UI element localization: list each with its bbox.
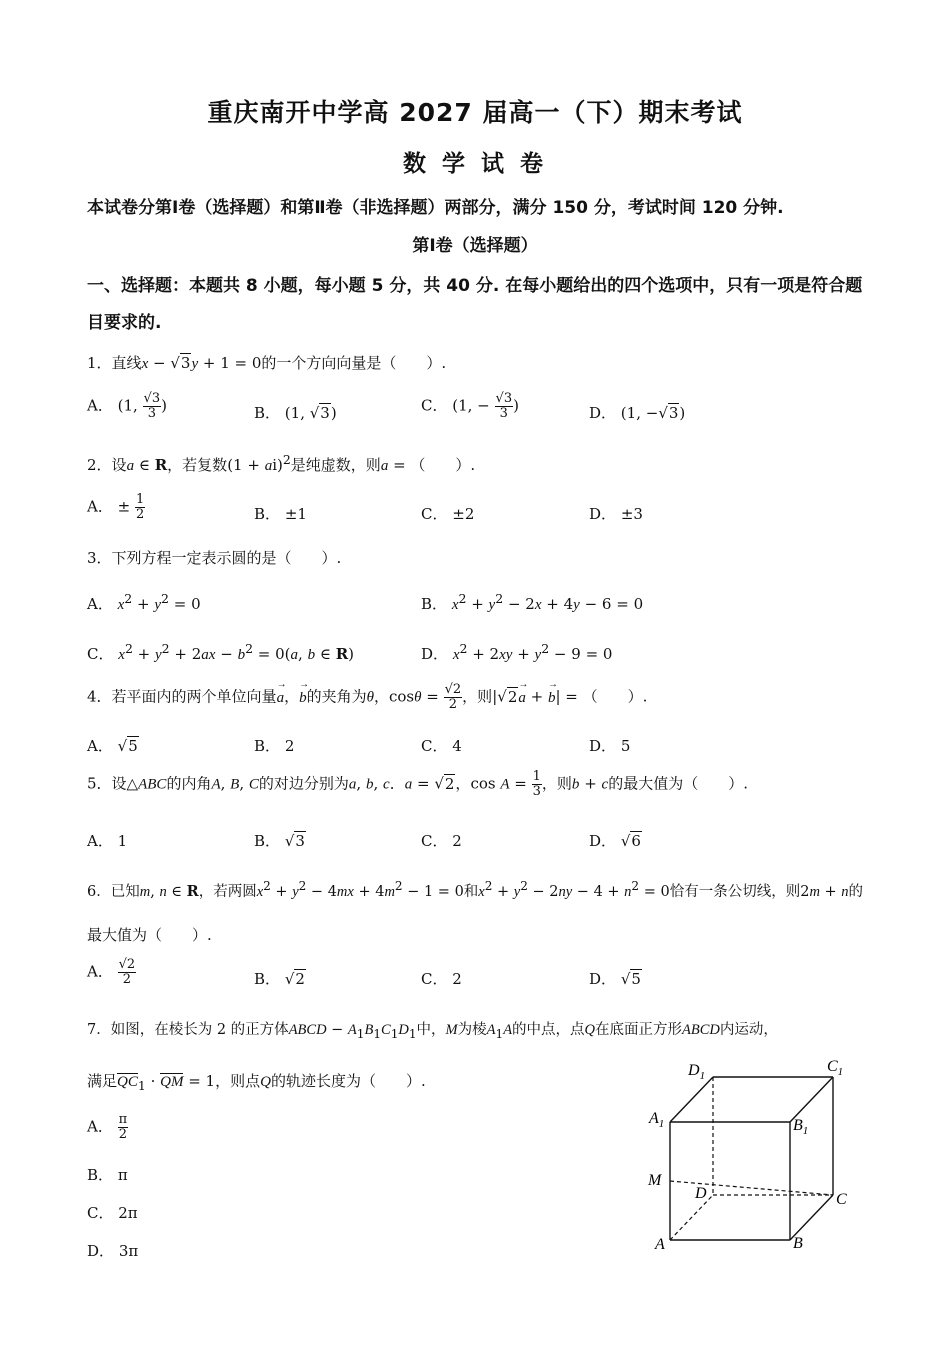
- q2-option-d: D． ±3: [589, 505, 643, 523]
- q6-option-b: B． √2: [254, 970, 305, 988]
- q7-option-b: B． π: [87, 1166, 128, 1184]
- q1-option-a: A． (1, $\frac{√3}{3}$ ): [87, 391, 167, 421]
- q2-option-a: A． ± $\frac{1}{2}$: [87, 492, 145, 522]
- q7-option-c: C． 2π: [87, 1204, 138, 1222]
- label-b1: $B_1$: [793, 1117, 809, 1137]
- label-d: D: [695, 1185, 707, 1202]
- q1-option-b: B． (1, √3): [254, 404, 337, 422]
- section-heading: 一、选择题：本题共 8 小题，每小题 5 分，共 40 分. 在每小题给出的四个选项中，只有一项是符合题目要求的.: [87, 276, 863, 333]
- q3-option-b: B． $x^2 + y^2 - 2x + 4y - 6 = 0$: [421, 591, 644, 613]
- question-7: 7．如图，在棱长为 2 的正方体ABCD − $A_1B_1C_1D_1$中，M为棱$A_1A$的中点，点Q在底面正方形ABCD内运动，: [87, 1022, 778, 1041]
- q7-option-a: A． $\frac{\pi}{2}$: [87, 1112, 128, 1142]
- question-4: 4．若平面内的两个单位向量→ a，→ b的夹角为θ，cosθ = $\frac{√2}{2}$ ，则|√2→ a + → b| = （ ）.: [87, 683, 647, 712]
- exam-title: 重庆南开中学高 2027 届高一（下）期末考试: [207, 98, 743, 127]
- label-c1: $C_1$: [827, 1058, 844, 1078]
- q4-option-a: A． √5: [87, 737, 138, 755]
- q6-option-c: C． 2: [421, 970, 462, 988]
- q3-option-d: D． $x^2 + 2xy + y^2 - 9 = 0$: [421, 641, 613, 663]
- question-1: 1．直线x − √3y + 1 = 0的一个方向向量是（ ）.: [87, 354, 447, 372]
- q4-option-c: C． 4: [421, 737, 462, 755]
- question-3: 3．下列方程一定表示圆的是（ ）.: [87, 549, 342, 567]
- edge-a1-d1: [670, 1077, 713, 1122]
- q4-option-b: B． 2: [254, 737, 295, 755]
- q6-option-d: D． √5: [589, 970, 641, 988]
- edge-b-c: [790, 1195, 833, 1240]
- q5-option-d: D． √6: [589, 832, 641, 850]
- question-5: 5．设△ABC的内角A, B, C的对边分别为a, b, c．a = √2，cos A = $\frac{1}{3}$ ，则b + c的最大值为（ ）.: [87, 769, 748, 799]
- q1-option-c: C． (1, − $\frac{√3}{3}$ ): [421, 391, 519, 421]
- cube-figure: [640, 1055, 870, 1260]
- label-m: M: [648, 1172, 662, 1189]
- exam-subtitle: 数 学 试 卷: [402, 151, 548, 177]
- label-a: A: [655, 1236, 665, 1253]
- label-a1: $A_1$: [649, 1110, 665, 1130]
- q7-option-d: D． 3π: [87, 1242, 139, 1260]
- q4-option-d: D． 5: [589, 737, 631, 755]
- q5-option-b: B． √3: [254, 832, 305, 850]
- q2-option-c: C． ±2: [421, 505, 475, 523]
- question-6: 6．已知m, n ∈ R，若两圆$x^2 + y^2 - 4mx + 4m^2 - 1 = 0$和$x^2 + y^2 - 2ny - 4 + n^2 = 0$恰有一条公切线，则2m + n的: [87, 879, 864, 900]
- q2-option-b: B． ±1: [254, 505, 307, 523]
- q6-option-a: A． $\frac{√2}{2}$: [87, 957, 136, 987]
- q5-option-a: A． 1: [87, 832, 128, 850]
- label-b: B: [793, 1235, 803, 1252]
- question-2: 2．设a ∈ R，若复数(1 + ai)$^2$是纯虚数，则a = （ ）.: [87, 452, 476, 474]
- q5-option-c: C． 2: [421, 832, 462, 850]
- question-6-line-2: 最大值为（ ）.: [87, 926, 212, 944]
- exam-intro: 本试卷分第Ⅰ卷（选择题）和第Ⅱ卷（非选择题）两部分，满分 150 分，考试时间 120 分钟.: [87, 198, 784, 218]
- q1-option-d: D． (1, −√3): [589, 404, 686, 422]
- question-7-line-2: 满足$QC_1$ · QM = 1，则点Q的轨迹长度为（ ）.: [87, 1072, 426, 1093]
- label-c: C: [836, 1191, 847, 1208]
- q3-option-a: A． $x^2 + y^2 = 0$: [87, 591, 201, 613]
- q3-option-c: C． $x^2 + y^2 + 2ax - b^2 = 0(a$, b ∈ R): [87, 641, 355, 663]
- label-d1: $D_1$: [688, 1062, 706, 1082]
- part-heading: 第Ⅰ卷（选择题）: [412, 236, 538, 256]
- edge-b1-c1: [790, 1077, 833, 1122]
